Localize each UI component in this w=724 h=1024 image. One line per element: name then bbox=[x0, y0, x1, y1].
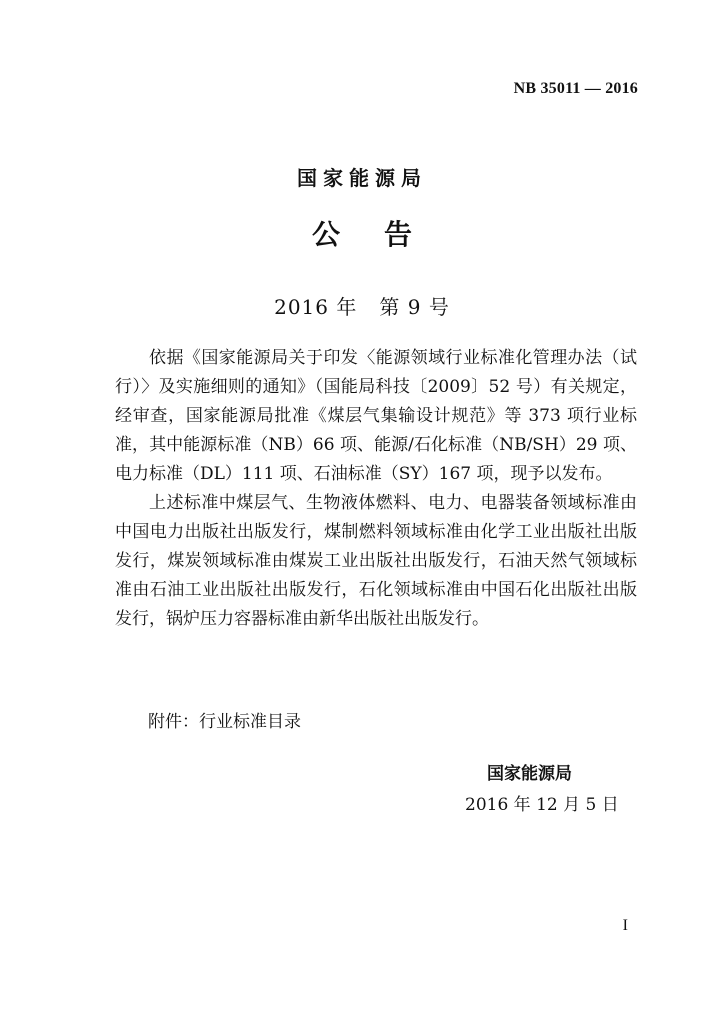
document-number: 2016 年 第 9 号 bbox=[274, 295, 450, 319]
body-paragraph: 依据《国家能源局关于印发〈能源领域行业标准化管理办法（试行）〉及实施细则的通知》（国能局科技〔2009〕52 号）有关规定，经审查，国家能源局批准《煤层气集输设计规范》等 373 项行业标准，其中能源标准（NB）66 项、能源/石化标准（NB/SH）29 项、电力标准（DL）111 项、石油标准（SY）167 项，现予以发布。 bbox=[115, 348, 637, 484]
page-number: I bbox=[622, 917, 628, 934]
issuer-title: 国家能源局 bbox=[297, 166, 427, 190]
announcement-body bbox=[115, 344, 637, 634]
body-paragraph: 上述标准中煤层气、生物液体燃料、电力、电器装备领域标准由中国电力出版社出版发行，煤制燃料领域标准由化学工业出版社出版发行，煤炭领域标准由煤炭工业出版社出版发行，石油天然气领域标准由石油工业出版社出版发行，石化领域标准由中国石化出版社出版发行，锅炉压力容器标准由新华出版社出版发行。 bbox=[115, 493, 637, 629]
signature-organization: 国家能源局 bbox=[487, 764, 572, 784]
document-type-title: 公告 bbox=[311, 218, 456, 251]
standard-code: NB 35011 — 2016 bbox=[513, 80, 638, 97]
attachment-line: 附件：行业标准目录 bbox=[148, 712, 301, 732]
signature-date: 2016 年 12 月 5 日 bbox=[465, 795, 619, 815]
